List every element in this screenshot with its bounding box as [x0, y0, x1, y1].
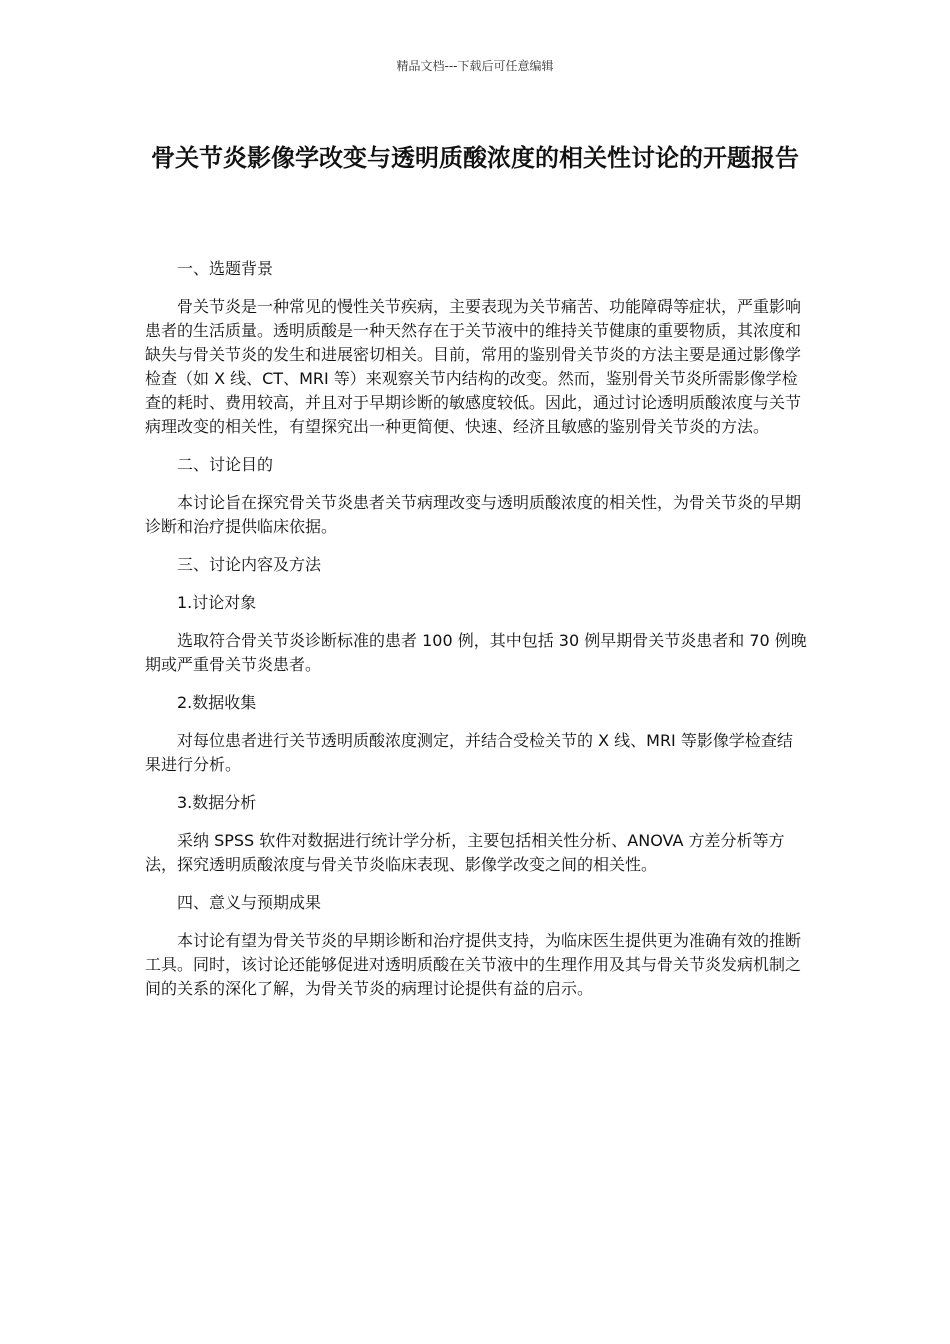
subsection-body-data-collection: 对每位患者进行关节透明质酸浓度测定，并结合受检关节的 X 线、MRI 等影像学检查结果进行分析。 [145, 731, 793, 774]
header-note: 精品文档---下载后可任意编辑 [396, 59, 554, 73]
subsection-heading-subjects: 1.讨论对象 [177, 593, 257, 612]
section-heading-purpose: 二、讨论目的 [177, 455, 274, 474]
section-heading-background: 一、选题背景 [177, 259, 274, 278]
section-body-background: 骨关节炎是一种常见的慢性关节疾病，主要表现为关节痛苦、功能障碍等症状，严重影响患者的生活质量。透明质酸是一种天然存在于关节液中的维持关节健康的重要物质，其浓度和缺失与骨关节炎的发生和进展密切相关。目前，常用的鉴别骨关节炎的方法主要是通过影像学检查（如 X 线、CT、MRI 等）来观察关节内结构的改变。然而，鉴别骨关节炎所需影像学检查的耗时、费用较高，并且对于早期诊断的敏感度较低。因此，通过讨论透明质酸浓度与关节病理改变的相关性，有望探究出一种更简便、快速、经济且敏感的鉴别骨关节炎的方法。 [145, 297, 802, 436]
section-body-purpose: 本讨论旨在探究骨关节炎患者关节病理改变与透明质酸浓度的相关性，为骨关节炎的早期诊断和治疗提供临床依据。 [145, 493, 802, 536]
subsection-heading-data-collection: 2.数据收集 [177, 693, 257, 712]
document-title: 骨关节炎影像学改变与透明质酸浓度的相关性讨论的开题报告 [151, 144, 799, 172]
section-heading-significance: 四、意义与预期成果 [177, 893, 322, 912]
subsection-body-subjects: 选取符合骨关节炎诊断标准的患者 100 例，其中包括 30 例早期骨关节炎患者和 70 例晚期或严重骨关节炎患者。 [145, 631, 807, 674]
section-heading-methods: 三、讨论内容及方法 [177, 555, 322, 574]
subsection-body-data-analysis: 采纳 SPSS 软件对数据进行统计学分析，主要包括相关性分析、ANOVA 方差分析等方法，探究透明质酸浓度与骨关节炎临床表现、影像学改变之间的相关性。 [145, 831, 785, 874]
subsection-heading-data-analysis: 3.数据分析 [177, 793, 257, 812]
section-body-significance: 本讨论有望为骨关节炎的早期诊断和治疗提供支持，为临床医生提供更为准确有效的推断工具。同时，该讨论还能够促进对透明质酸在关节液中的生理作用及其与骨关节炎发病机制之间的关系的深化了解，为骨关节炎的病理讨论提供有益的启示。 [145, 931, 802, 998]
document-body [145, 257, 807, 1001]
